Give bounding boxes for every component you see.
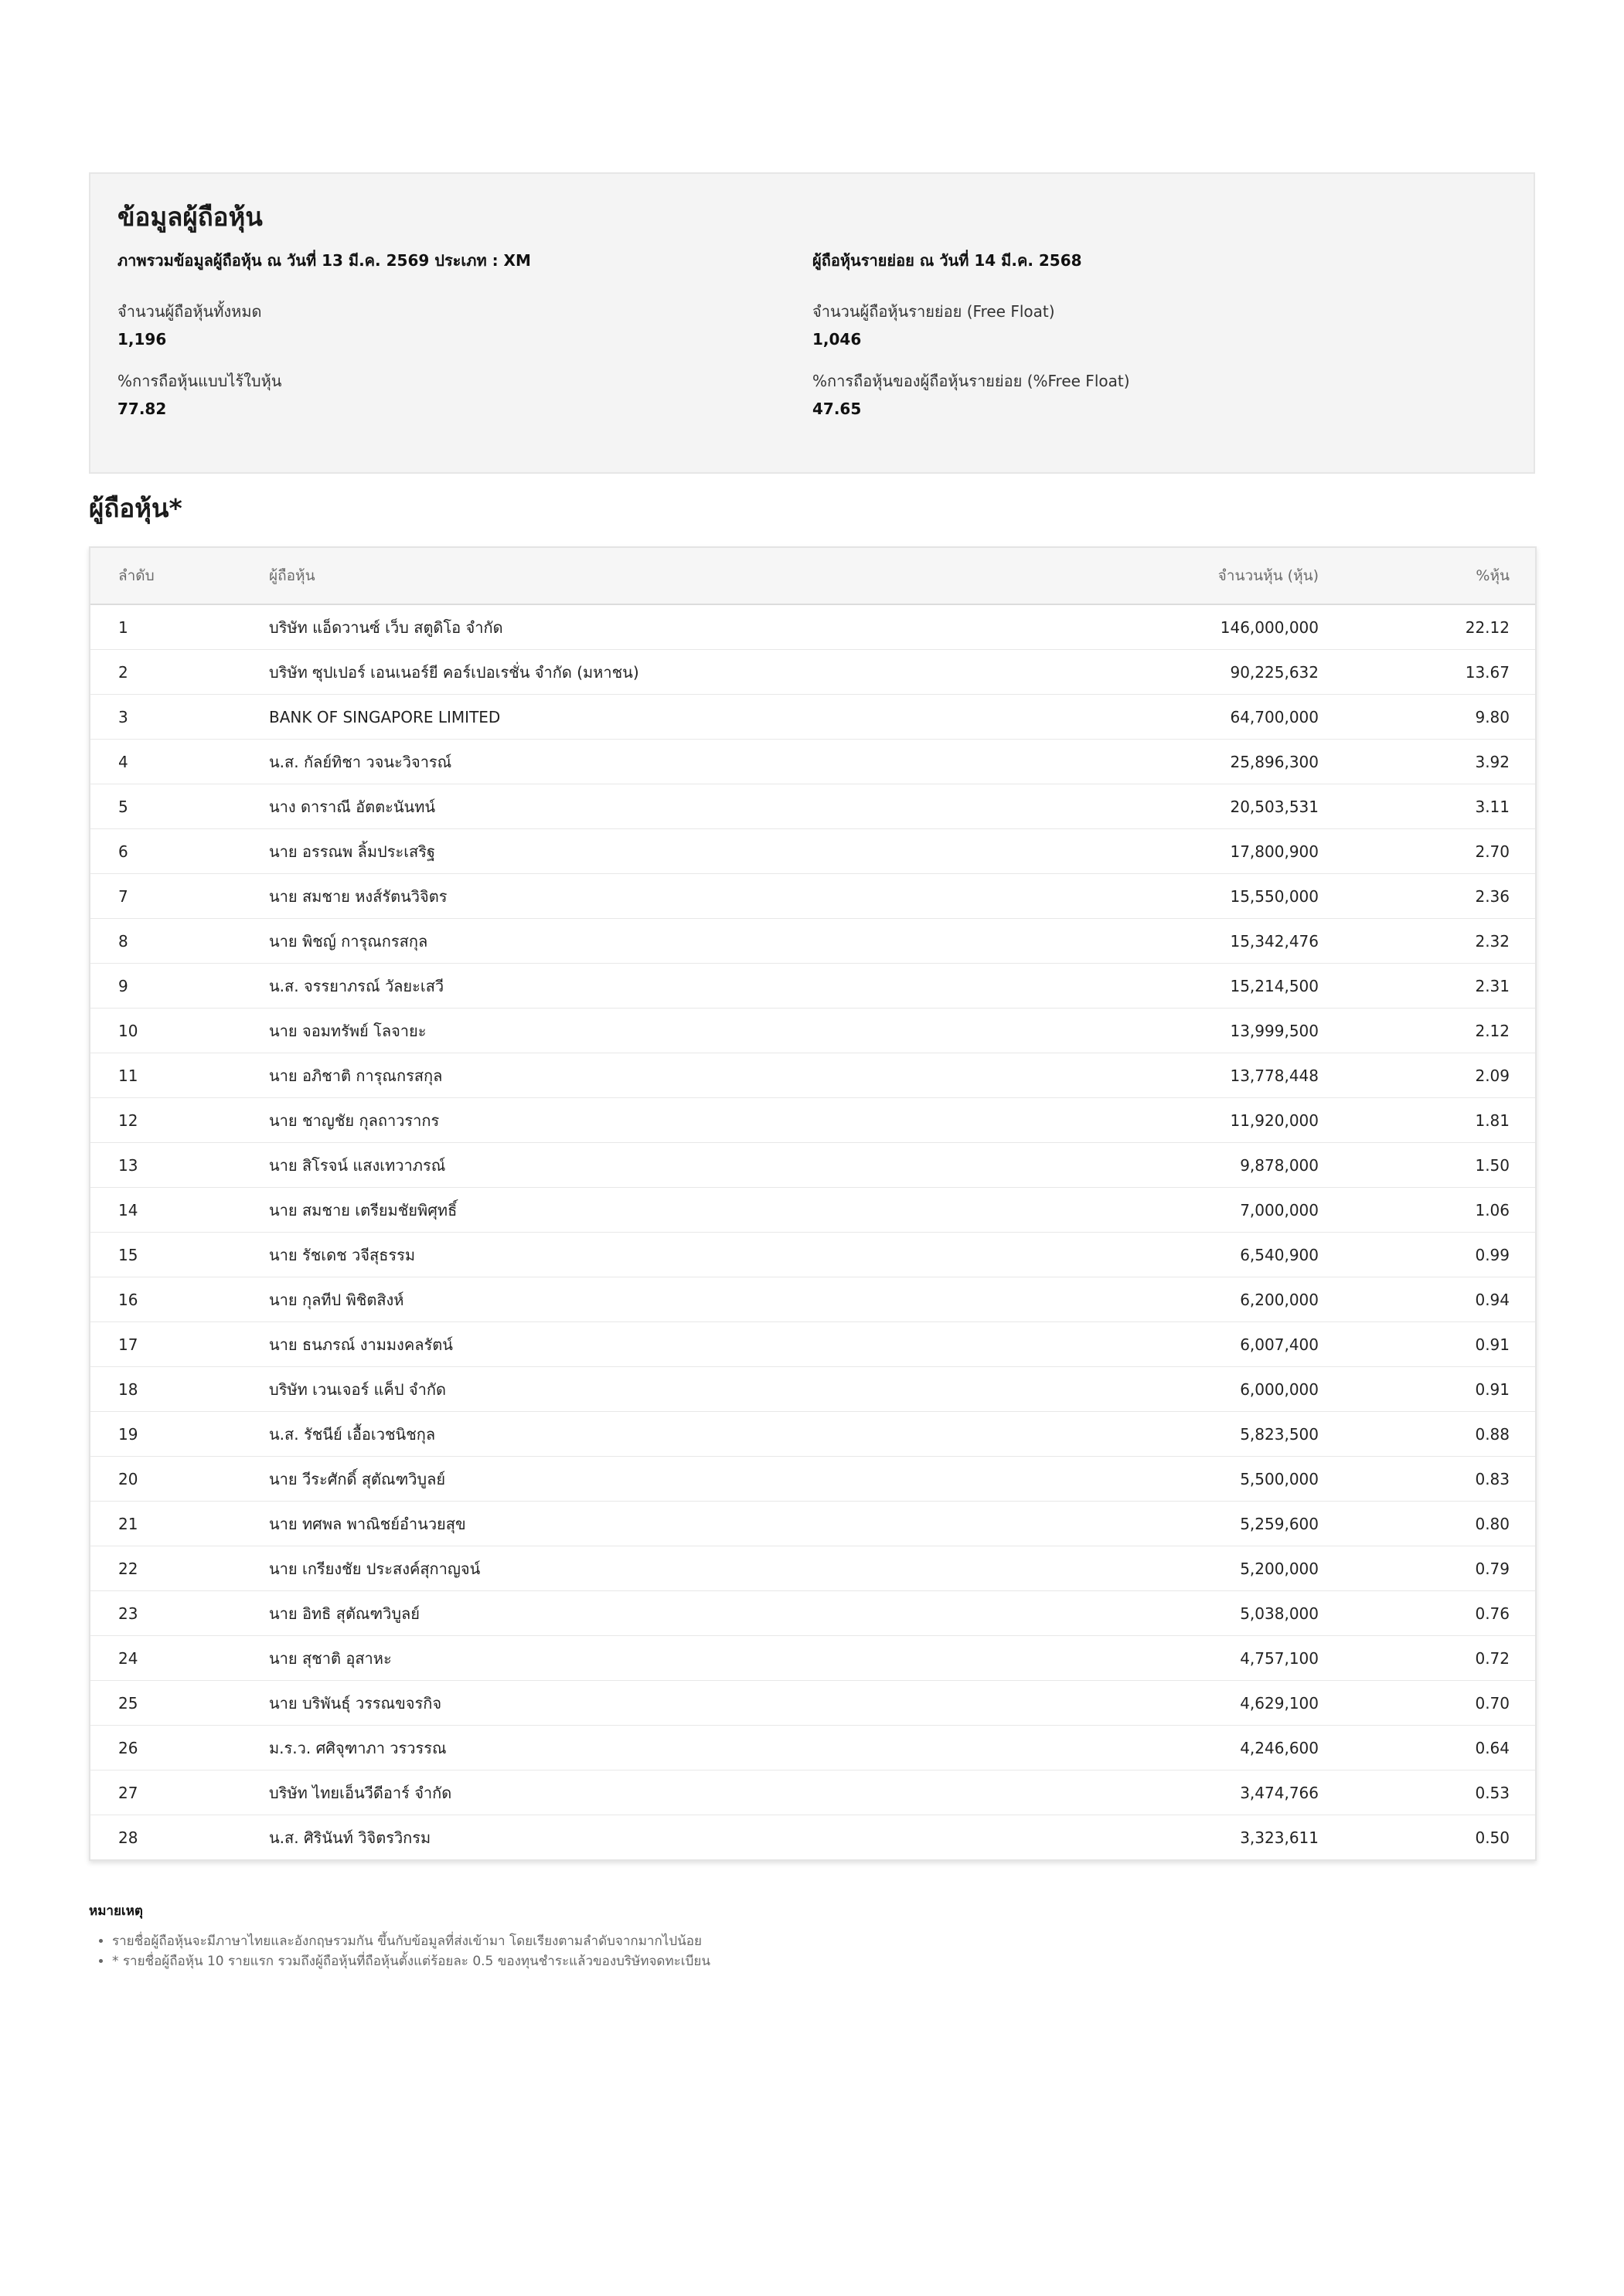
name-cell: น.ส. รัชนีย์ เอื้อเวชนิชกุล	[269, 1412, 1098, 1457]
free-float-pct-stat	[812, 370, 1507, 420]
pct-cell: 0.70	[1332, 1681, 1535, 1726]
name-cell: นาย วีระศักดิ์ สุตัณฑวิบูลย์	[269, 1457, 1098, 1502]
shareholder-summary-card	[89, 172, 1535, 474]
table-row	[90, 964, 1535, 1009]
rank-cell: 6	[90, 829, 269, 874]
rank-cell: 1	[90, 604, 269, 650]
name-cell: บริษัท เวนเจอร์ แค็ป จำกัด	[269, 1367, 1098, 1412]
rank-cell: 18	[90, 1367, 269, 1412]
name-cell: นาย จอมทรัพย์ โลจายะ	[269, 1009, 1098, 1053]
table-row	[90, 1502, 1535, 1546]
shares-cell: 6,007,400	[1098, 1322, 1332, 1367]
table-row	[90, 1009, 1535, 1053]
name-cell: นาย อภิชาติ การุณกรสกุล	[269, 1053, 1098, 1098]
shares-cell: 4,246,600	[1098, 1726, 1332, 1770]
table-row	[90, 1726, 1535, 1770]
name-cell: น.ส. ศิรินันท์ วิจิตรวิกรม	[269, 1828, 431, 1847]
name-cell: นาย กุลทีป พิชิตสิงห์	[269, 1277, 1098, 1322]
table-row	[90, 1098, 1535, 1143]
rank-cell: 14	[90, 1188, 269, 1233]
free-float-heading: ผู้ถือหุ้นรายย่อย ณ วันที่ 14 มี.ค. 2568	[812, 250, 1082, 270]
pct-cell: 0.88	[1332, 1412, 1535, 1457]
shares-cell: 11,920,000	[1098, 1098, 1332, 1143]
pct-cell: 3.92	[1332, 740, 1535, 784]
table-row	[90, 1233, 1535, 1277]
shares-cell: 17,800,900	[1098, 829, 1332, 874]
table-row	[90, 784, 1535, 829]
shares-cell: 25,896,300	[1098, 740, 1332, 784]
name-cell: บริษัท ไทยเอ็นวีดีอาร์ จำกัด	[269, 1770, 1098, 1815]
table-row	[90, 874, 1535, 919]
shares-cell: 15,342,476	[1098, 919, 1332, 964]
pct-cell: 1.50	[1332, 1143, 1535, 1188]
shares-cell: 5,500,000	[1098, 1457, 1332, 1502]
shares-cell: 4,757,100	[1098, 1636, 1332, 1681]
shares-cell: 4,629,100	[1098, 1681, 1332, 1726]
column-header-name: ผู้ถือหุ้น	[269, 548, 1098, 604]
pct-cell: 0.72	[1332, 1636, 1535, 1681]
rank-cell: 28	[118, 1828, 138, 1847]
pct-cell: 3.11	[1332, 784, 1535, 829]
shareholders-table	[90, 548, 1535, 1859]
table-row	[90, 1546, 1535, 1591]
pct-cell: 0.76	[1332, 1591, 1535, 1636]
shares-cell: 5,200,000	[1098, 1546, 1332, 1591]
shares-cell: 6,200,000	[1098, 1277, 1332, 1322]
pct-cell: 0.91	[1332, 1367, 1535, 1412]
table-header	[90, 548, 1535, 604]
rank-cell: 27	[90, 1770, 269, 1815]
table-row	[90, 1457, 1535, 1502]
rank-cell: 5	[90, 784, 269, 829]
pct-cell: 0.80	[1332, 1502, 1535, 1546]
name-cell: นาย ชาญชัย กุลถาวรากร	[269, 1098, 1098, 1143]
shares-cell: 15,214,500	[1098, 964, 1332, 1009]
shares-cell: 64,700,000	[1098, 695, 1332, 740]
name-cell: นาง ดาราณี อัตตะนันทน์	[269, 784, 1098, 829]
rank-cell: 17	[90, 1322, 269, 1367]
scripless-label: %การถือหุ้นแบบไร้ใบหุ้น	[117, 371, 282, 390]
shares-cell: 6,000,000	[1098, 1367, 1332, 1412]
rank-cell: 24	[90, 1636, 269, 1681]
name-cell: นาย ธนภรณ์ งามมงคลรัตน์	[269, 1322, 1098, 1367]
table-row	[90, 1367, 1535, 1412]
shares-cell: 6,540,900	[1098, 1233, 1332, 1277]
name-cell: บริษัท แอ็ดวานซ์ เว็บ สตูดิโอ จำกัด	[269, 604, 1098, 650]
pct-cell: 2.70	[1332, 829, 1535, 874]
rank-cell: 12	[90, 1098, 269, 1143]
pct-cell: 22.12	[1332, 604, 1535, 650]
pct-cell: 13.67	[1332, 650, 1535, 695]
rank-cell: 25	[90, 1681, 269, 1726]
rank-cell: 8	[90, 919, 269, 964]
name-cell: นาย สมชาย เตรียมชัยพิศุทธิ์	[269, 1188, 1098, 1233]
shares-cell: 5,259,600	[1098, 1502, 1332, 1546]
summary-right-column	[812, 250, 1507, 420]
table-row	[90, 1322, 1535, 1367]
shares-cell: 13,778,448	[1098, 1053, 1332, 1098]
pct-cell: 2.32	[1332, 919, 1535, 964]
note-item: • รายชื่อผู้ถือหุ้นจะมีภาษาไทยและอังกฤษรวมกัน ขึ้นกับข้อมูลที่ส่งเข้ามา โดยเรียงตามลำดับจากมากไปน้อย	[112, 1931, 1016, 1951]
free-float-holders-value: 1,046	[812, 329, 862, 349]
table-row	[90, 695, 1535, 740]
pct-cell: 0.91	[1332, 1322, 1535, 1367]
rank-cell: 3	[90, 695, 269, 740]
shares-cell: 15,550,000	[1098, 874, 1332, 919]
header-row	[90, 548, 1535, 604]
overview-heading: ภาพรวมข้อมูลผู้ถือหุ้น ณ วันที่ 13 มี.ค. 2569 ประเภท : XM	[117, 250, 531, 270]
name-cell: นาย สิโรจน์ แสงเทวาภรณ์	[269, 1143, 1098, 1188]
note-item: • * รายชื่อผู้ถือหุ้น 10 รายแรก รวมถึงผู้ถือหุ้นที่ถือหุ้นตั้งแต่ร้อยละ 0.5 ของทุนชำระแล้วของบริษัทจดทะเบียน	[112, 1951, 1016, 1971]
table-body	[90, 604, 1535, 1859]
pct-cell: 0.99	[1332, 1233, 1535, 1277]
name-cell: นาย เกรียงชัย ประสงค์สุกาญจน์	[269, 1546, 1098, 1591]
pct-cell: 0.94	[1332, 1277, 1535, 1322]
shares-cell: 13,999,500	[1098, 1009, 1332, 1053]
name-cell: นาย รัชเดช วจีสุธรรม	[269, 1233, 1098, 1277]
name-cell: น.ส. กัลย์ทิชา วจนะวิจารณ์	[269, 740, 1098, 784]
name-cell: น.ส. จรรยาภรณ์ วัลยะเสวี	[269, 964, 1098, 1009]
rank-cell: 7	[90, 874, 269, 919]
column-header-rank: ลำดับ	[90, 548, 269, 604]
table-row	[90, 1591, 1535, 1636]
table-row	[90, 1188, 1535, 1233]
table-row	[90, 829, 1535, 874]
rank-cell: 22	[90, 1546, 269, 1591]
table-row	[90, 1770, 1535, 1815]
notes	[89, 1902, 1016, 1971]
pct-cell: 0.53	[1332, 1770, 1535, 1815]
shareholders-title: ผู้ถือหุ้น*	[89, 493, 182, 523]
rank-cell: 2	[90, 650, 269, 695]
notes-title: หมายเหตุ	[89, 1903, 143, 1919]
name-cell: บริษัท ซุปเปอร์ เอนเนอร์ยี คอร์เปอเรชั่น จำกัด (มหาชน)	[269, 650, 1098, 695]
pct-cell: 0.64	[1332, 1726, 1535, 1770]
name-cell: นาย อรรณพ ลิ้มประเสริฐ	[269, 829, 1098, 874]
rank-cell: 23	[90, 1591, 269, 1636]
shareholders-table-card	[89, 546, 1537, 1861]
rank-cell: 9	[90, 964, 269, 1009]
table-row	[90, 650, 1535, 695]
scripless-value: 77.82	[117, 399, 167, 418]
pct-cell: 1.06	[1332, 1188, 1535, 1233]
column-header-pct: %หุ้น	[1332, 548, 1535, 604]
total-holders-label: จำนวนผู้ถือหุ้นทั้งหมด	[117, 301, 262, 321]
summary-title: ข้อมูลผู้ถือหุ้น	[117, 202, 263, 232]
table-row	[90, 919, 1535, 964]
summary-left-column	[117, 250, 812, 420]
pct-cell: 1.81	[1332, 1098, 1535, 1143]
pct-cell: 9.80	[1332, 695, 1535, 740]
name-cell: นาย สมชาย หงส์รัตนวิจิตร	[269, 874, 1098, 919]
pct-cell: 0.79	[1332, 1546, 1535, 1591]
rank-cell: 20	[90, 1457, 269, 1502]
shares-cell: 3,323,611	[1240, 1828, 1319, 1847]
table-row	[90, 1412, 1535, 1457]
table-row	[90, 1143, 1535, 1188]
table-row	[90, 740, 1535, 784]
rank-cell: 11	[90, 1053, 269, 1098]
shares-cell: 5,038,000	[1098, 1591, 1332, 1636]
column-header-shares: จำนวนหุ้น (หุ้น)	[1098, 548, 1332, 604]
pct-cell: 2.31	[1332, 964, 1535, 1009]
pct-cell: 2.09	[1332, 1053, 1535, 1098]
rank-cell: 4	[90, 740, 269, 784]
shares-cell: 3,474,766	[1098, 1770, 1332, 1815]
name-cell: ม.ร.ว. ศศิจุฑาภา วรวรรณ	[269, 1726, 1098, 1770]
name-cell: BANK OF SINGAPORE LIMITED	[269, 695, 1098, 740]
rank-cell: 13	[90, 1143, 269, 1188]
shares-cell: 90,225,632	[1098, 650, 1332, 695]
total-holders-stat	[117, 301, 812, 350]
table-row	[90, 1681, 1535, 1726]
free-float-pct-label: %การถือหุ้นของผู้ถือหุ้นรายย่อย (%Free Float)	[812, 371, 1130, 390]
shares-cell: 20,503,531	[1098, 784, 1332, 829]
rank-cell: 26	[90, 1726, 269, 1770]
shares-cell: 9,878,000	[1098, 1143, 1332, 1188]
shares-cell: 7,000,000	[1098, 1188, 1332, 1233]
table-row	[90, 1636, 1535, 1681]
table-row	[90, 1053, 1535, 1098]
rank-cell: 10	[90, 1009, 269, 1053]
rank-cell: 16	[90, 1277, 269, 1322]
summary-columns	[117, 250, 1507, 420]
free-float-pct-value: 47.65	[812, 399, 862, 418]
rank-cell: 15	[90, 1233, 269, 1277]
shares-cell: 146,000,000	[1098, 604, 1332, 650]
notes-list	[89, 1931, 1016, 1971]
name-cell: นาย สุชาติ อุสาหะ	[269, 1636, 1098, 1681]
table-row	[90, 1815, 1535, 1860]
name-cell: นาย บริพันธุ์ วรรณขจรกิจ	[269, 1681, 1098, 1726]
rank-cell: 19	[90, 1412, 269, 1457]
pct-cell: 2.12	[1332, 1009, 1535, 1053]
pct-cell: 0.83	[1332, 1457, 1535, 1502]
name-cell: นาย พิชญ์ การุณกรสกุล	[269, 919, 1098, 964]
pct-cell: 2.36	[1332, 874, 1535, 919]
name-cell: นาย ทศพล พาณิชย์อำนวยสุข	[269, 1502, 1098, 1546]
name-cell: นาย อิทธิ สุตัณฑวิบูลย์	[269, 1591, 1098, 1636]
scripless-stat	[117, 370, 812, 420]
rank-cell: 21	[90, 1502, 269, 1546]
shares-cell: 5,823,500	[1098, 1412, 1332, 1457]
total-holders-value: 1,196	[117, 329, 167, 349]
table-row	[90, 1277, 1535, 1322]
table-row	[90, 604, 1535, 650]
free-float-holders-label: จำนวนผู้ถือหุ้นรายย่อย (Free Float)	[812, 301, 1055, 321]
free-float-holders-stat	[812, 301, 1507, 350]
pct-cell: 0.50	[1475, 1828, 1510, 1847]
